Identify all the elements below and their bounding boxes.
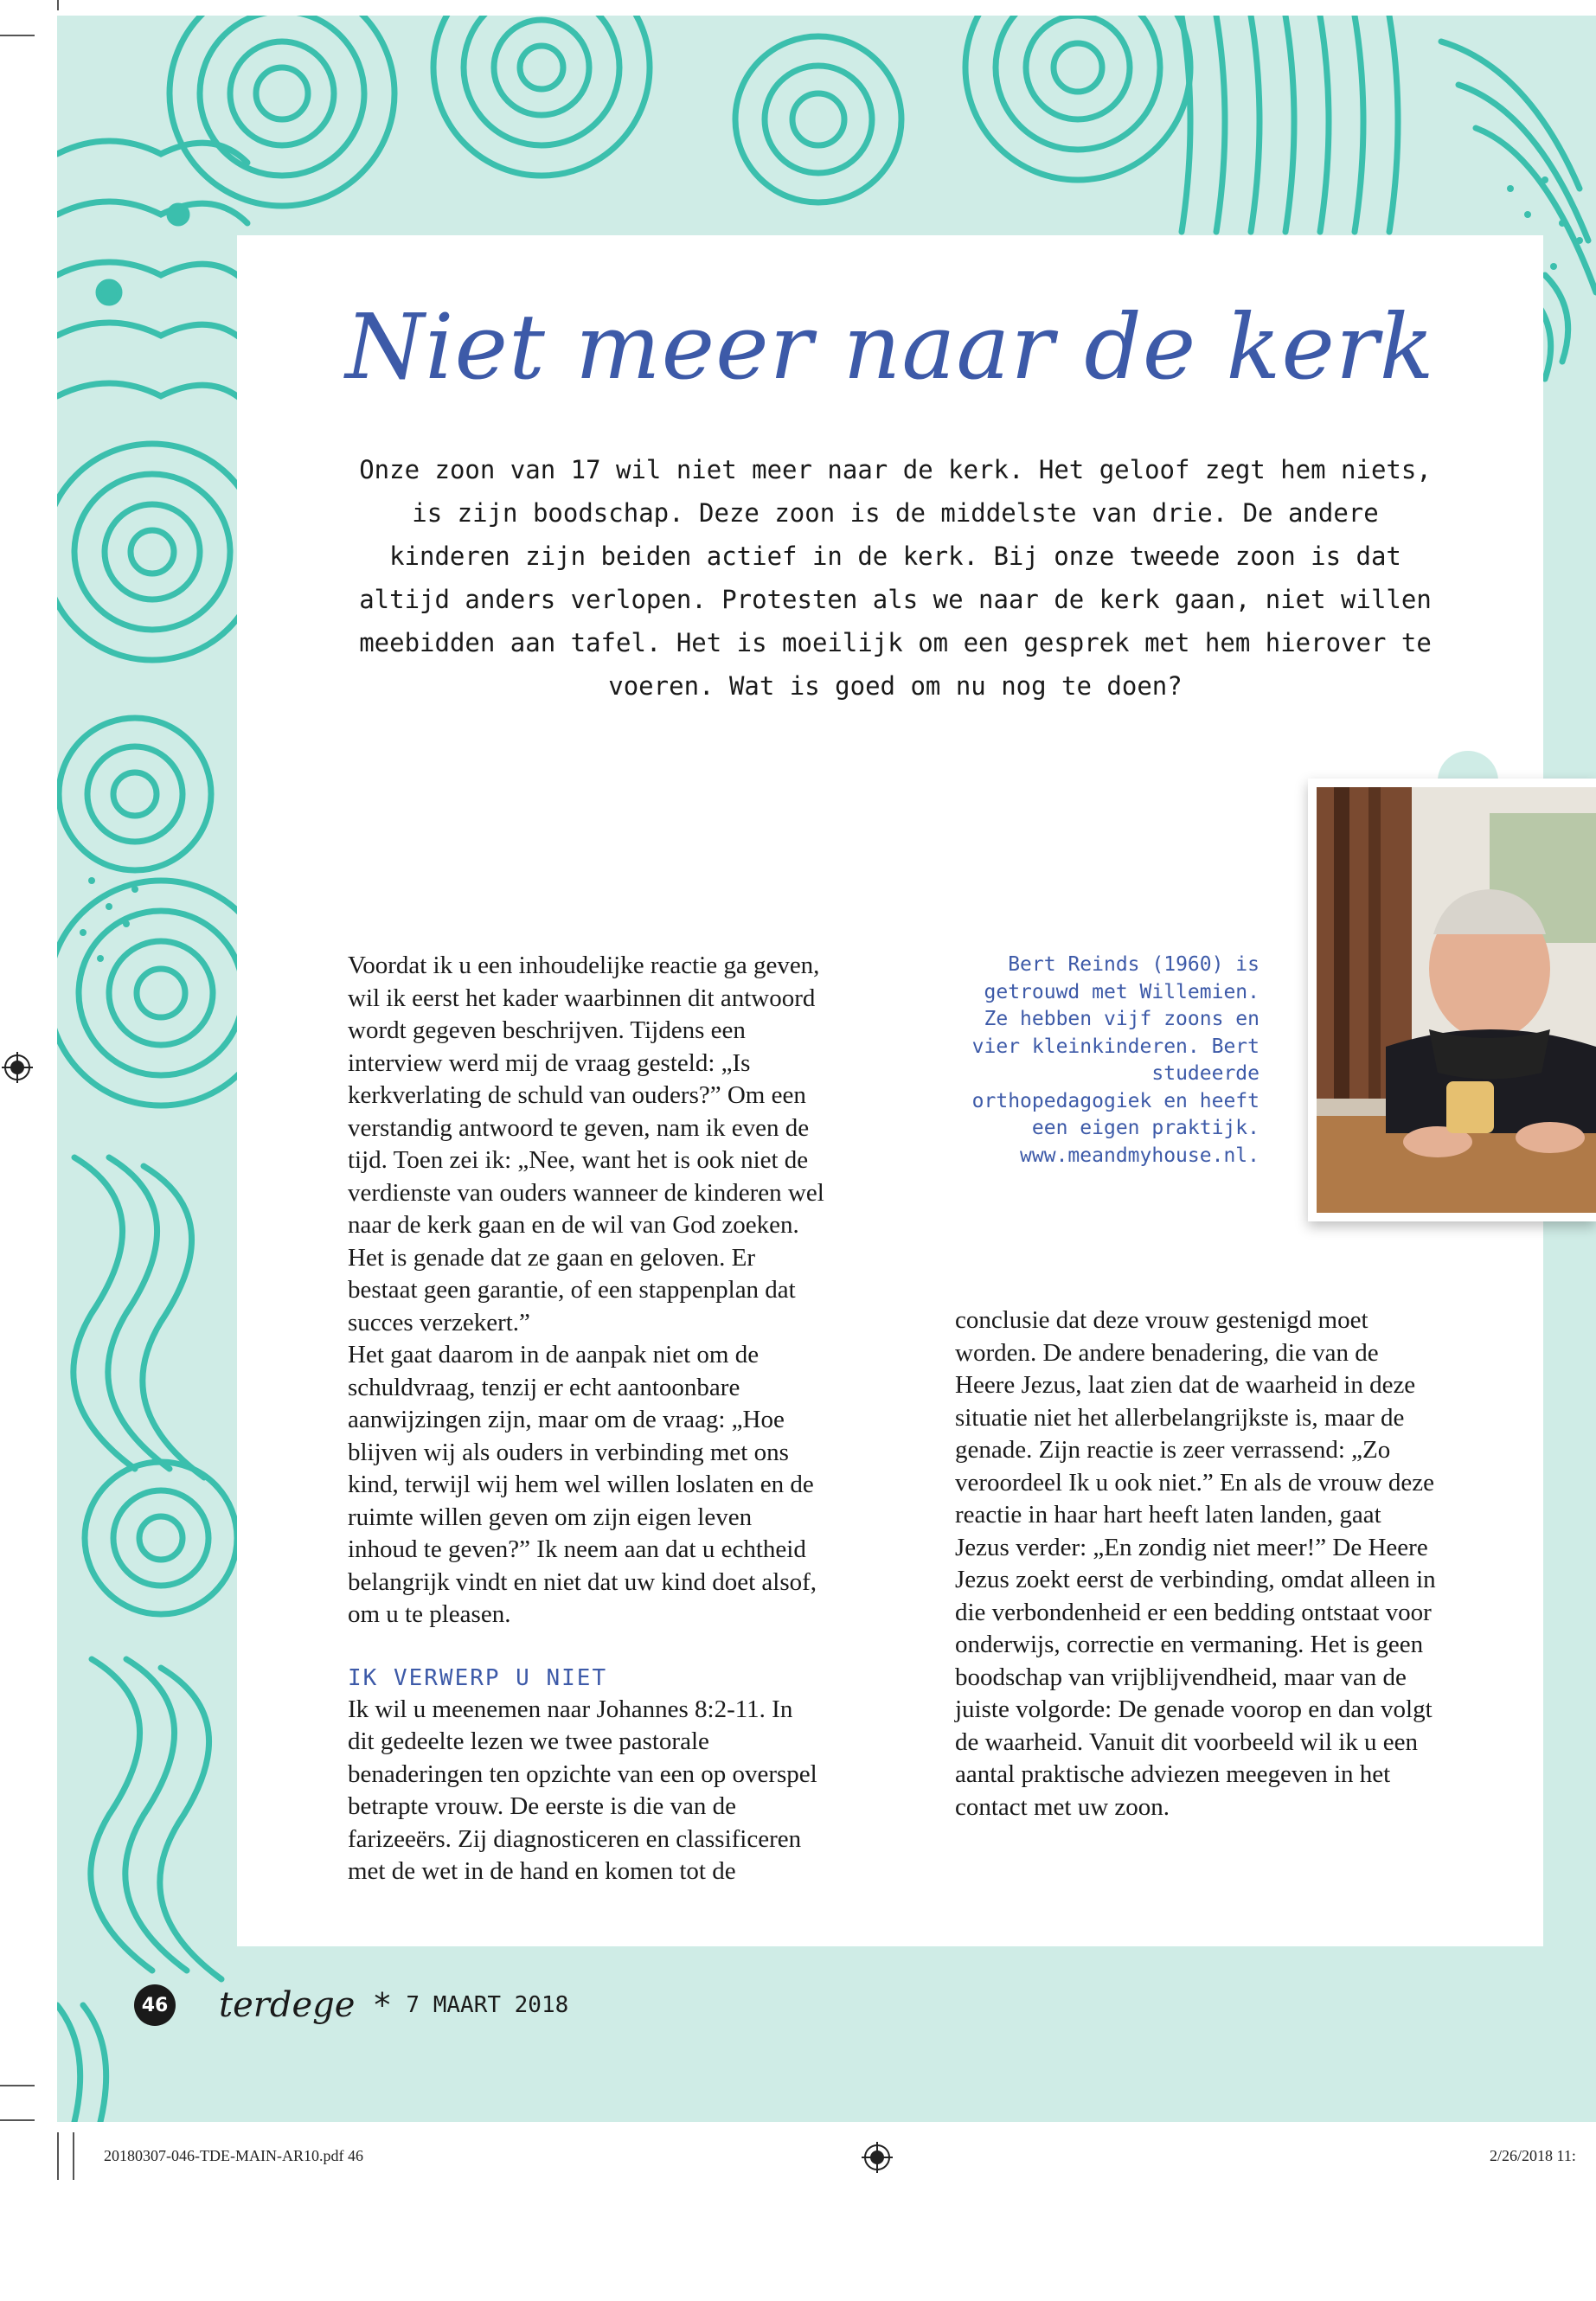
crop-mark <box>0 2085 35 2086</box>
author-photo <box>1308 779 1596 1221</box>
body-paragraph: Het gaat daarom in de aanpak niet om de schuldvraag, tenzij er echt aantoonbare aanwijzingen zijn, maar om de vraag: „Hoe blijven wij als ouders in verbinding met ons kind, terwijl wij hem wel willen loslaten en de ruimte willen geven om zijn eigen leven inhoud te geven?” Ik neem aan dat u echtheid belangrijk vindt en niet dat uw kind doet alsof, om u te pleasen. <box>348 1341 817 1628</box>
article-intro: Onze zoon van 17 wil niet meer naar de kerk. Het geloof zegt hem niets, is zijn boodschap. Deze zoon is de middelste van drie. De andere kinderen zijn beiden actief in de kerk. Bij onze tweede zoon is dat altijd anders verlopen. Protesten als we naar de kerk gaan, niet willen meebidden aan tafel. Het is moeilijk om een gesprek met hem hierover te voeren. Wat is goed om nu nog te doen? <box>359 455 1432 701</box>
article-title: Niet meer naar de kerk <box>345 294 1435 400</box>
author-bio: Bert Reinds (1960) is getrouwd met Willemien. Ze hebben vijf zoons en vier kleinkinderen. Bert studeerde orthopedagogiek en heeft een eigen praktijk. www.meandmyhouse.nl. <box>971 953 1259 1167</box>
crop-mark <box>0 2119 35 2121</box>
page-number: 46 <box>134 1984 176 2026</box>
section-subheading: IK VERWERP U NIET <box>348 1664 608 1691</box>
crop-mark <box>57 2132 59 2180</box>
print-slug-timestamp: 2/26/2018 11: <box>1490 2147 1576 2164</box>
crop-mark <box>73 2132 74 2180</box>
registration-mark-icon <box>2 1052 33 1083</box>
body-column-left <box>348 950 825 1888</box>
crop-mark <box>0 35 35 36</box>
body-paragraph: conclusie dat deze vrouw gestenigd moet worden. De andere benadering, die van de Heere Jezus, laat zien dat de waarheid in deze situatie niet het allerbelangrijkste is, maar de genade. Zijn reactie is zeer verrassend: „Zo veroordeel Ik u ook niet.” En als de vrouw deze reactie in haar hart heeft laten landen, gaat Jezus verder: „En zondig niet meer!” De Heere Jezus zoekt eerst de verbinding, omdat alleen in die verbondenheid er een bedding ontstaat voor onderwijs, correctie en vermaning. Het is geen boodschap van vrijblijvendheid, maar van de juiste volgorde: De genade voorop en dan volgt de waarheid. Vanuit dit voorbeeld wil ik u een aantal praktische adviezen meegeven in het contact met uw zoon. <box>955 1306 1436 1821</box>
author-portrait-image <box>1317 787 1596 1213</box>
registration-mark-icon <box>862 2142 893 2173</box>
print-slug-filename: 20180307-046-TDE-MAIN-AR10.pdf 46 <box>104 2147 363 2164</box>
separator-star: * <box>374 1986 391 2024</box>
body-paragraph: Voordat ik u een inhoudelijke reactie ga geven, wil ik eerst het kader waarbinnen dit antwoord wordt gegeven beschrijven. Tijdens een interview werd mij de vraag gesteld: „Is kerkverlating de schuld van ouders?” Om een verstandig antwoord te geven, nam ik even de tijd. Toen zei ik: „Nee, want het is ook niet de verdienste van ouders wanneer de kinderen wel naar de kerk gaan en de wil van God zoeken. Het is genade dat ze gaan en geloven. Er bestaat geen garantie, of een stappenplan dat succes verzekert.” <box>348 952 824 1336</box>
page-footer <box>134 1981 568 2029</box>
body-paragraph: Ik wil u meenemen naar Johannes 8:2-11. In dit gedeelte lezen we twee pastorale benaderingen ten opzichte van een op overspel betrapte vrouw. De eerste is die van de farizeeërs. Zij diagnosticeren en classificeren met de wet in de hand en komen tot de <box>348 1695 817 1885</box>
crop-mark <box>57 0 59 10</box>
body-column-right <box>955 1304 1439 1823</box>
magazine-logo: terdege <box>219 1985 356 2025</box>
issue-date: 7 MAART 2018 <box>406 1992 569 2018</box>
